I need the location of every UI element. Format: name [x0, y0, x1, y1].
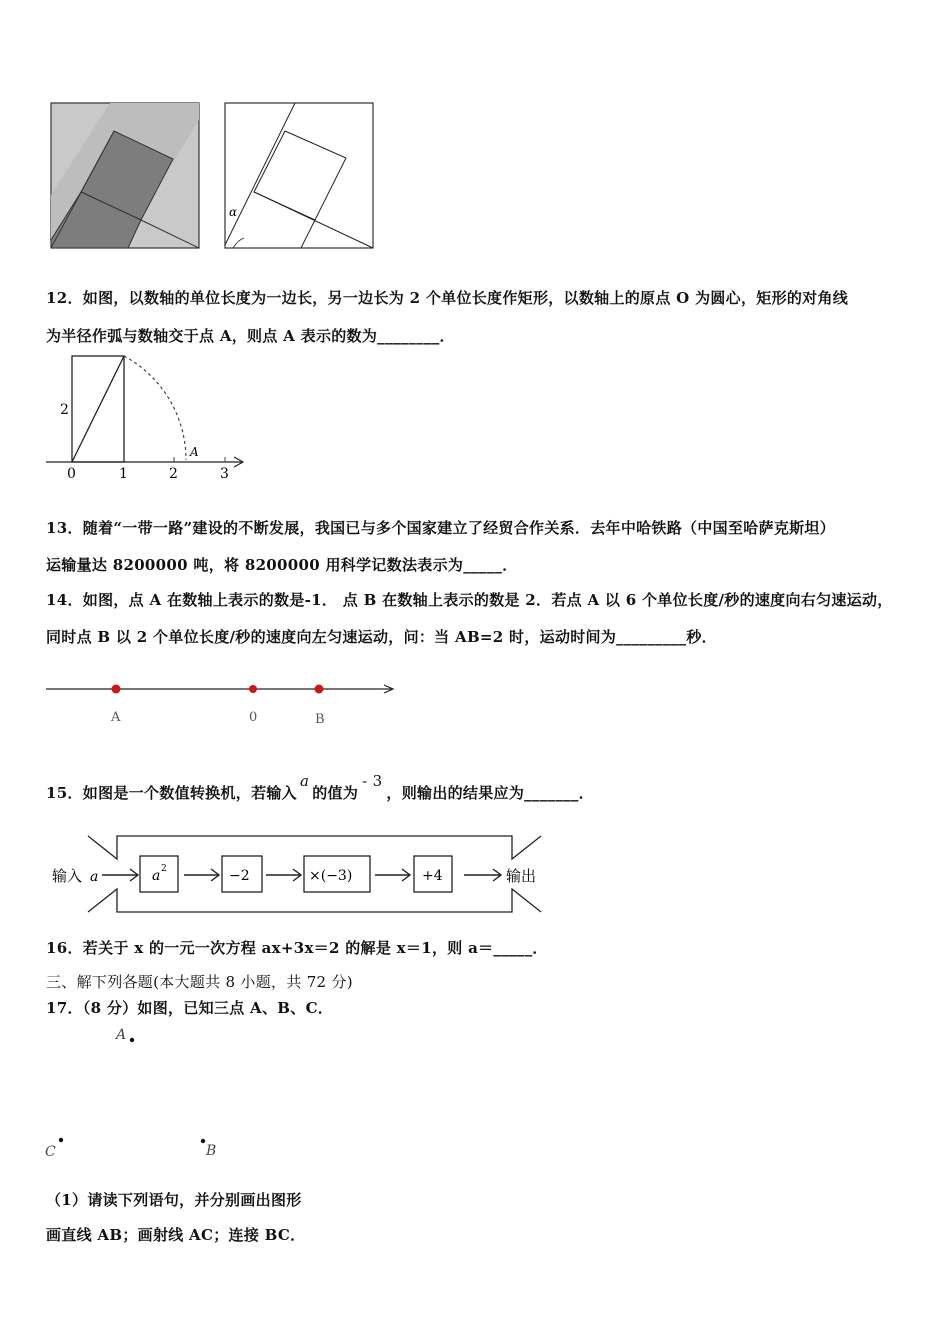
- box-square-exp: 2: [161, 864, 167, 874]
- q12-line1: 12．如图，以数轴的单位长度为一边长，另一边长为 2 个单位长度作矩形，以数轴上的原点 O 为圆心，矩形的对角线: [46, 289, 849, 307]
- q16-line: 16．若关于 x 的一元一次方程 ax+3x＝2 的解是 x＝1，则 a＝_____．: [46, 939, 548, 957]
- q17-sub1-detail: 画直线 AB；画射线 AC；连接 BC．: [46, 1226, 306, 1244]
- q12-tick-3: 3: [220, 466, 229, 482]
- q15-middle: 的值为: [312, 784, 359, 802]
- q17-point-b-label: B: [206, 1143, 217, 1159]
- angle-alpha-label: α: [229, 205, 238, 219]
- box-minus-2-label: −2: [229, 868, 250, 884]
- q12-point-a-label: A: [190, 445, 199, 459]
- q14-line1: 14．如图，点 A 在数轴上表示的数是-1． 点 B 在数轴上表示的数是 2．若点 A 以 6 个单位长度/秒的速度向右匀速运动，: [46, 591, 893, 609]
- q17-sub1: （1）请读下列语句，并分别画出图形: [46, 1191, 302, 1209]
- q15-line: [46, 772, 595, 803]
- q13-line2: 运输量达 8200000 吨，将 8200000 用科学记数法表示为_____．: [46, 556, 518, 574]
- q12-side-label: 2: [60, 402, 69, 418]
- q11-right-figure: [225, 103, 373, 248]
- origin-dot: [249, 685, 257, 693]
- q17-point-c-label: C: [45, 1144, 56, 1160]
- q15-prefix: 15．如图是一个数值转换机，若输入: [46, 784, 297, 802]
- point-a-dot: [112, 685, 121, 694]
- q14-line2: 同时点 B 以 2 个单位长度/秒的速度向左匀速运动，问：当 AB=2 时，运动时间为_________秒．: [46, 628, 717, 646]
- q17-line: 17．（8 分）如图，已知三点 A、B、C．: [46, 999, 334, 1017]
- q12-tick-0: 0: [67, 466, 76, 482]
- point-b-dot: [315, 685, 324, 694]
- q15-var-a: a: [299, 772, 310, 790]
- q17-points-figure: [40, 1020, 240, 1165]
- q17-point-b-dot: [201, 1139, 205, 1143]
- q17-point-c-dot: [59, 1138, 63, 1142]
- machine-input-var: a: [90, 869, 99, 885]
- machine-input-label: 输入: [52, 867, 83, 885]
- q14-label-a: A: [111, 710, 121, 725]
- q17-point-a-dot: [130, 1038, 134, 1042]
- q17-point-a-label: A: [116, 1027, 127, 1043]
- box-plus-4-label: +4: [422, 868, 443, 884]
- machine-output-label: 输出: [506, 867, 537, 885]
- q11-left-figure: [51, 103, 199, 248]
- q14-label-b: B: [315, 712, 325, 727]
- q13-line1: 13．随着“一带一路”建设的不断发展，我国已与多个国家建立了经贸合作关系．去年中哈铁路（中国至哈萨克斯坦）: [46, 519, 836, 537]
- q15-suffix: ，则输出的结果应为_______．: [386, 784, 595, 802]
- q15-conversion-machine: [44, 832, 554, 916]
- q12-tick-1: 1: [119, 466, 128, 482]
- q14-number-line: [44, 676, 404, 728]
- q12-figure: [44, 352, 254, 487]
- section-3-title: 三、解下列各题(本大题共 8 小题，共 72 分): [46, 973, 353, 991]
- box-square-base: a: [152, 868, 161, 884]
- q12-line2: 为半径作弧与数轴交于点 A，则点 A 表示的数为________．: [46, 327, 455, 345]
- q11-figures: [48, 100, 378, 252]
- q12-tick-2: 2: [169, 466, 178, 482]
- q14-label-0: 0: [249, 710, 258, 725]
- box-times-neg3-label: ×(−3): [309, 868, 353, 884]
- q15-value: - 3: [362, 772, 383, 790]
